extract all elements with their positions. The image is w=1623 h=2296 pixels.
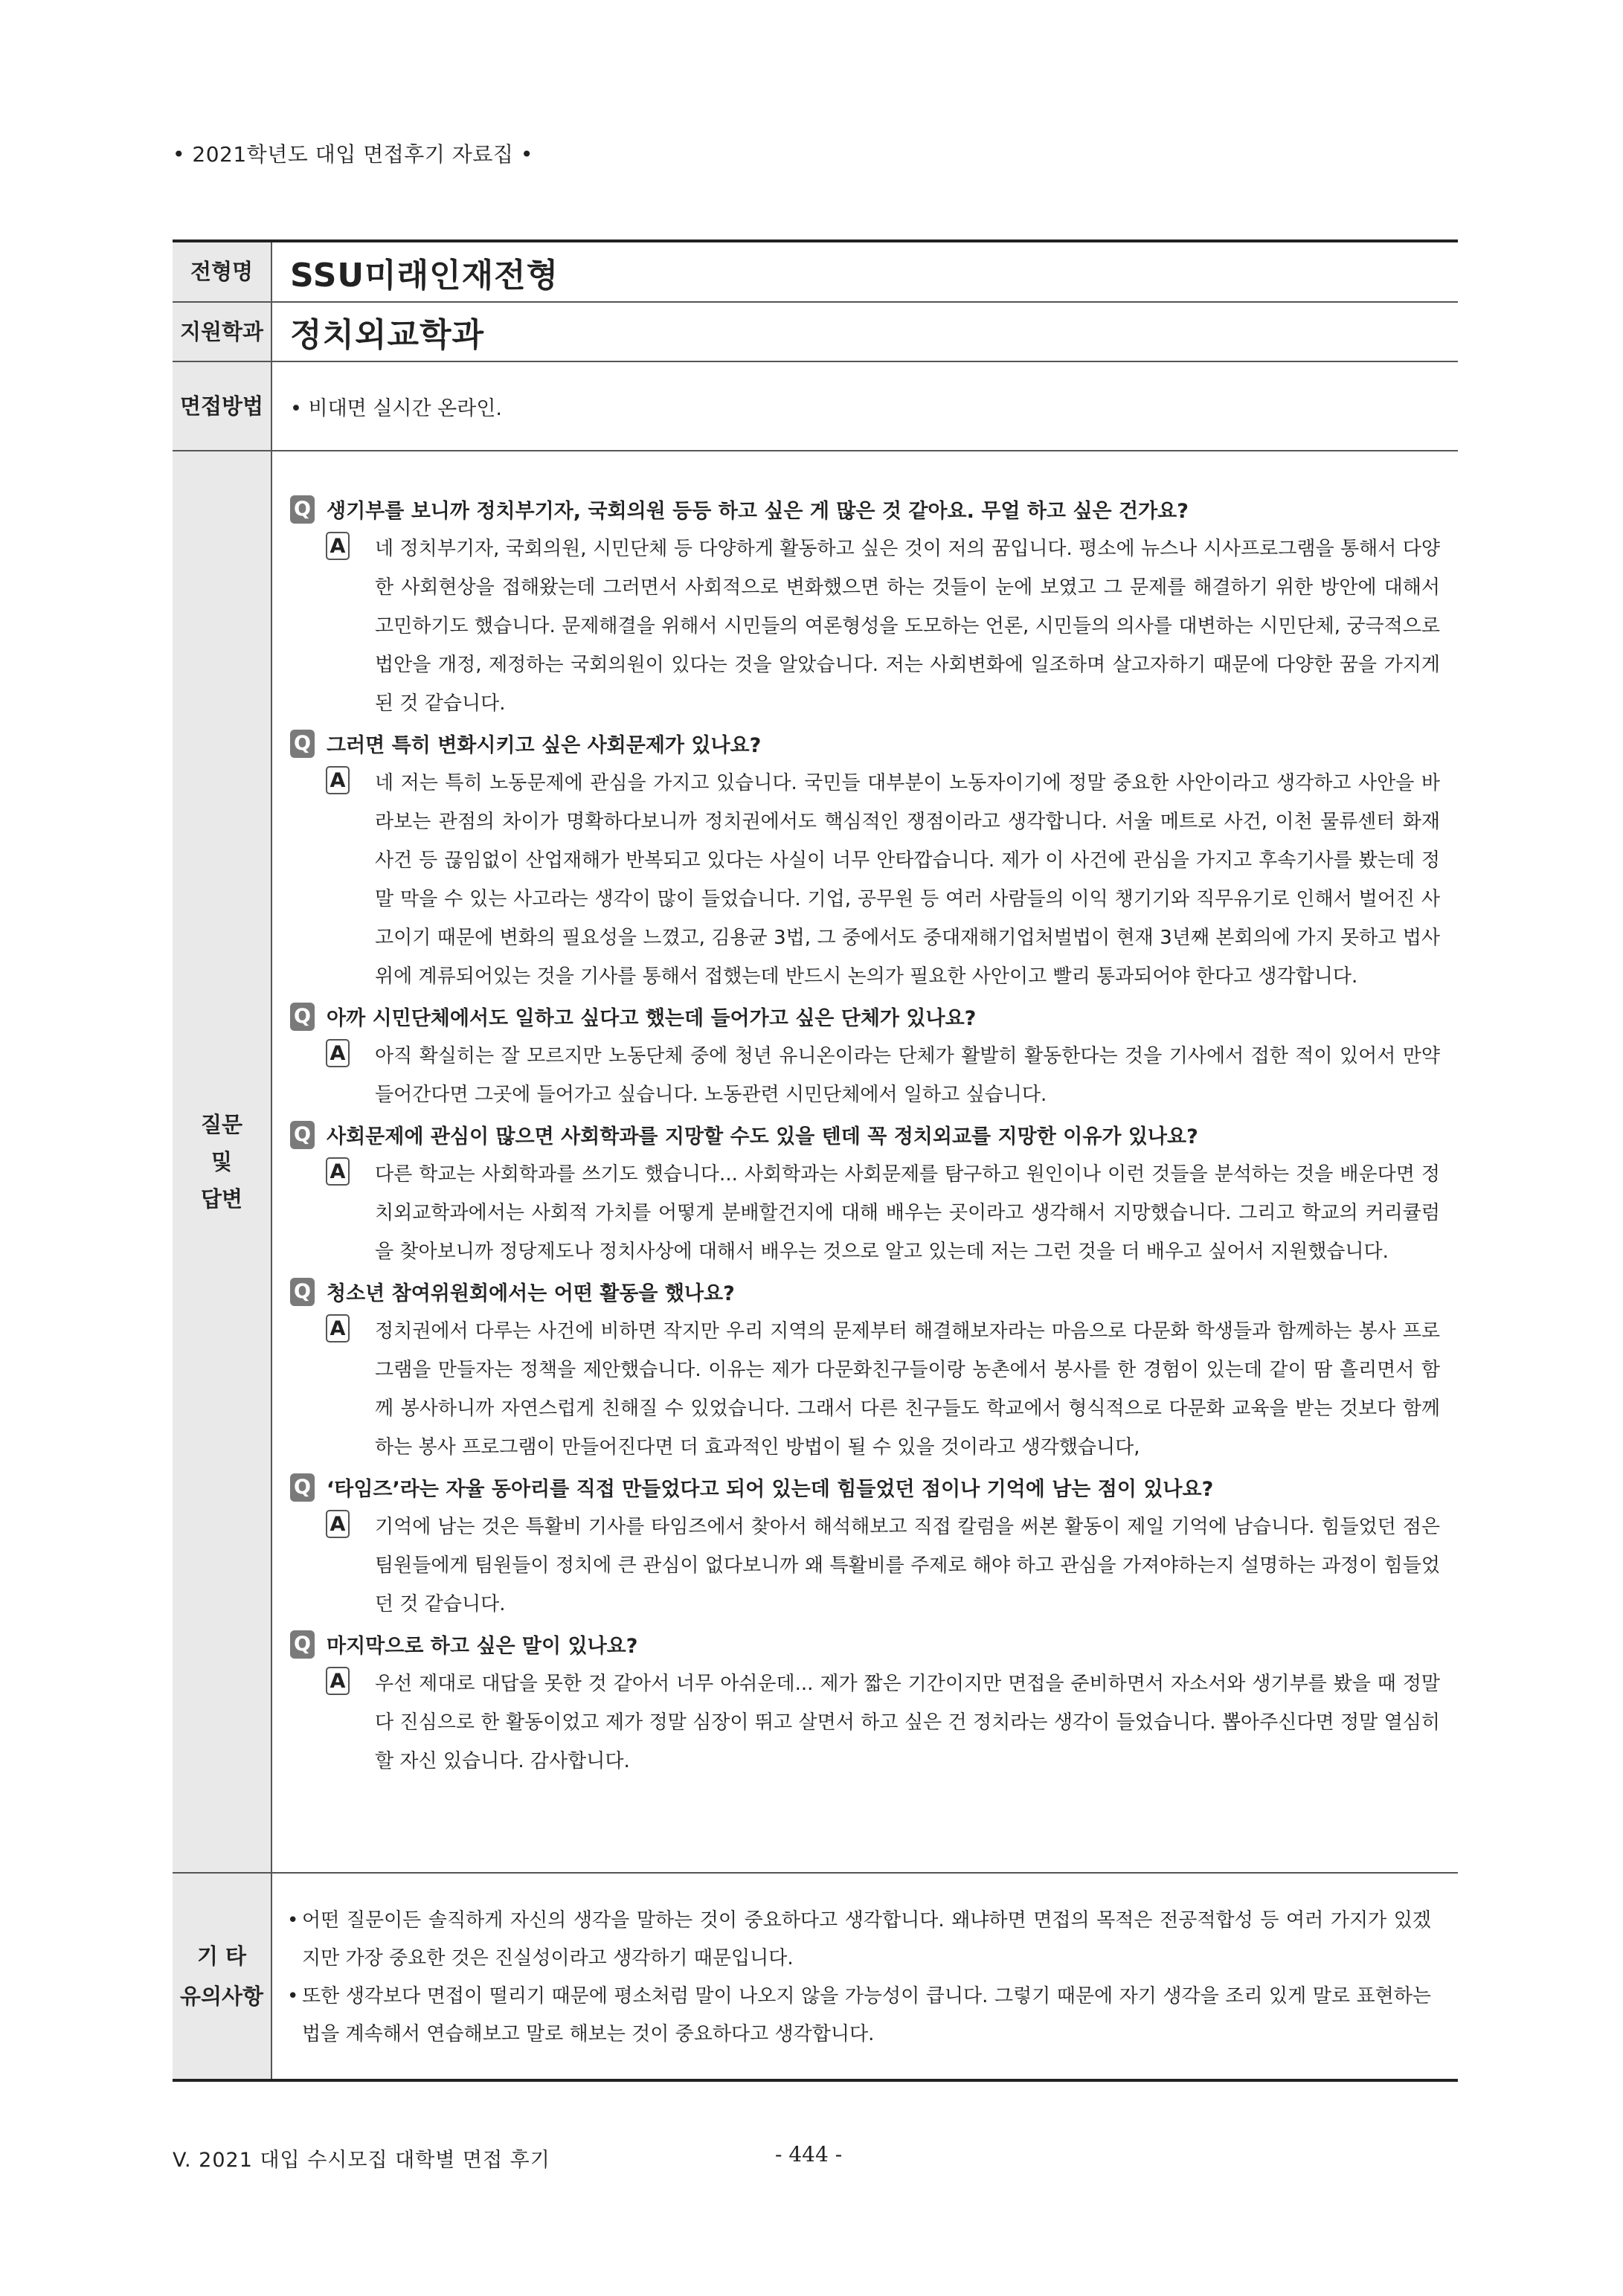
answer-text: 아직 확실히는 잘 모르지만 노동단체 중에 청년 유니온이라는 단체가 활발히 활동한다는 것을 기사에서 접한 적이 있어서 만약 들어간다면 그곳에 들어가고 싶습니다. 노동관련 시민단체에서 일하고 싶습니다.	[375, 1045, 1440, 1106]
question-marker: Q	[290, 1630, 315, 1659]
answer-item	[326, 1155, 1458, 1271]
question-text: 생기부를 보니까 정치부기자, 국회의원 등등 하고 싶은 게 많은 것 같아요. 무얼 하고 싶은 건가요?	[327, 500, 1189, 523]
question-marker: Q	[290, 1003, 315, 1031]
etc-label: 기 타 유의사항	[173, 1874, 272, 2079]
bullet-marker: •	[287, 1985, 299, 2007]
note-item	[287, 1902, 1431, 1978]
track-label: 전형명	[173, 242, 272, 301]
etc-row	[173, 1874, 1458, 2082]
question-text: 청소년 참여위원회에서는 어떤 활동을 했나요?	[327, 1282, 735, 1305]
question-item	[290, 1630, 1458, 1659]
interview-table	[173, 239, 1458, 2082]
dept-value: 정치외교학과	[290, 316, 485, 354]
answer-marker: A	[326, 1667, 350, 1695]
question-item	[290, 1277, 1458, 1306]
answer-item	[326, 1508, 1458, 1624]
qa-list	[272, 451, 1458, 1872]
etc-list	[272, 1874, 1458, 2079]
method-value: • 비대면 실시간 온라인.	[290, 396, 502, 420]
answer-item	[326, 1037, 1458, 1114]
answer-item	[326, 1665, 1458, 1781]
question-marker: Q	[290, 730, 315, 758]
question-item	[290, 1002, 1458, 1031]
answer-marker: A	[326, 532, 350, 560]
dept-label: 지원학과	[173, 303, 272, 361]
question-text: 마지막으로 하고 싶은 말이 있나요?	[327, 1635, 638, 1658]
answer-item	[326, 530, 1458, 723]
question-item	[290, 1120, 1458, 1149]
question-text: ‘타임즈’라는 자율 동아리를 직접 만들었다고 되어 있는데 힘들었던 점이나 기억에 남는 점이 있나요?	[327, 1478, 1214, 1501]
answer-marker: A	[326, 1314, 350, 1342]
question-marker: Q	[290, 1473, 315, 1502]
answer-text: 다른 학교는 사회학과를 쓰기도 했습니다... 사회학과는 사회문제를 탐구하고 원인이나 이런 것들을 분석하는 것을 배운다면 정치외교학과에서는 사회적 가치를 어떻게 분배할건지에 대해 배우는 곳이라고 생각해서 지망했습니다. 그리고 학교의 커리큘럼을 찾아보니까 정당제도나 정치사상에 대해서 배우는 것으로 알고 있는데 저는 그런 것을 더 배우고 싶어서 지원했습니다.	[375, 1163, 1440, 1263]
footer-section-title: V. 2021 대입 수시모집 대학별 면접 후기	[173, 2149, 550, 2172]
answer-item	[326, 1312, 1458, 1467]
answer-marker: A	[326, 1039, 350, 1067]
bullet-marker: •	[287, 1909, 299, 1932]
dept-row	[173, 303, 1458, 362]
question-item	[290, 1473, 1458, 1502]
note-text: 또한 생각보다 면접이 떨리기 때문에 평소처럼 말이 나오지 않을 가능성이 큽니다. 그렇기 때문에 자기 생각을 조리 있게 말로 표현하는 법을 계속해서 연습해보고 말로 해보는 것이 중요하다고 생각합니다.	[302, 1985, 1431, 2045]
answer-marker: A	[326, 766, 350, 794]
qa-row	[173, 451, 1458, 1874]
answer-text: 우선 제대로 대답을 못한 것 같아서 너무 아쉬운데... 제가 짧은 기간이지만 면접을 준비하면서 자소서와 생기부를 봤을 때 정말 다 진심으로 한 활동이었고 제가 정말 심장이 뛰고 살면서 하고 싶은 건 정치라는 생각이 들었습니다. 뽑아주신다면 정말 열심히 할 자신 있습니다. 감사합니다.	[375, 1673, 1440, 1772]
question-text: 사회문제에 관심이 많으면 사회학과를 지망할 수도 있을 텐데 꼭 정치외교를 지망한 이유가 있나요?	[327, 1125, 1198, 1148]
question-marker: Q	[290, 1278, 315, 1306]
method-label: 면접방법	[173, 362, 272, 450]
answer-item	[326, 764, 1458, 996]
question-marker: Q	[290, 1121, 315, 1149]
note-item	[287, 1978, 1431, 2054]
note-text: 어떤 질문이든 솔직하게 자신의 생각을 말하는 것이 중요하다고 생각합니다. 왜냐하면 면접의 목적은 전공적합성 등 여러 가지가 있겠지만 가장 중요한 것은 진실성이라고 생각하기 때문입니다.	[302, 1909, 1431, 1969]
qa-label: 질문 및 답변	[173, 451, 272, 1872]
answer-text: 네 저는 특히 노동문제에 관심을 가지고 있습니다. 국민들 대부분이 노동자이기에 정말 중요한 사안이라고 생각하고 사안을 바라보는 관점의 차이가 명확하다보니까 정치권에서도 핵심적인 쟁점이라고 생각합니다. 서울 메트로 사건, 이천 물류센터 화재 사건 등 끊임없이 산업재해가 반복되고 있다는 사실이 너무 안타깝습니다. 제가 이 사건에 관심을 가지고 후속기사를 봤는데 정말 막을 수 있는 사고라는 생각이 많이 들었습니다. 기업, 공무원 등 여러 사람들의 이익 챙기기와 직무유기로 인해서 벌어진 사고이기 때문에 변화의 필요성을 느꼈고, 김용균 3법, 그 중에서도 중대재해기업처벌법이 현재 3년째 본회의에 가지 못하고 법사위에 계류되어있는 것을 기사를 통해서 접했는데 반드시 논의가 필요한 사안이고 빨리 통과되어야 한다고 생각합니다.	[375, 772, 1440, 988]
question-item	[290, 495, 1458, 524]
question-text: 그러면 특히 변화시키고 싶은 사회문제가 있나요?	[327, 734, 762, 757]
answer-text: 기억에 남는 것은 특활비 기사를 타임즈에서 찾아서 해석해보고 직접 칼럼을 써본 활동이 제일 기억에 남습니다. 힘들었던 점은 팀원들에게 팀원들이 정치에 큰 관심이 없다보니까 왜 특활비를 주제로 해야 하고 관심을 가져야하는지 설명하는 과정이 힘들었던 것 같습니다.	[375, 1516, 1440, 1615]
question-marker: Q	[290, 495, 315, 524]
answer-text: 네 정치부기자, 국회의원, 시민단체 등 다양하게 활동하고 싶은 것이 저의 꿈입니다. 평소에 뉴스나 시사프로그램을 통해서 다양한 사회현상을 접해왔는데 그러면서 사회적으로 변화했으면 하는 것들이 눈에 보였고 그 문제를 해결하기 위한 방안에 대해서 고민하기도 했습니다. 문제해결을 위해서 시민들의 여론형성을 도모하는 언론, 시민들의 의사를 대변하는 시민단체, 궁극적으로 법안을 개정, 제정하는 국회의원이 있다는 것을 알았습니다. 저는 사회변화에 일조하며 살고자하기 때문에 다양한 꿈을 가지게 된 것 같습니다.	[375, 538, 1440, 715]
question-item	[290, 729, 1458, 758]
question-text: 아까 시민단체에서도 일하고 싶다고 했는데 들어가고 싶은 단체가 있나요?	[327, 1007, 977, 1030]
method-row	[173, 362, 1458, 451]
track-value: SSU미래인재전형	[290, 256, 559, 295]
page-number: - 444 -	[775, 2142, 843, 2167]
answer-text: 정치권에서 다루는 사건에 비하면 작지만 우리 지역의 문제부터 해결해보자라는 마음으로 다문화 학생들과 함께하는 봉사 프로그램을 만들자는 정책을 제안했습니다. 이유는 제가 다문화친구들이랑 농촌에서 봉사를 한 경험이 있는데 같이 땀 흘리면서 함께 봉사하니까 자연스럽게 친해질 수 있었습니다. 그래서 다른 친구들도 학교에서 형식적으로 다문화 교육을 받는 것보다 함께하는 봉사 프로그램이 만들어진다면 더 효과적인 방법이 될 수 있을 것이라고 생각했습니다,	[375, 1320, 1440, 1459]
answer-marker: A	[326, 1510, 350, 1538]
track-row	[173, 239, 1458, 303]
document-header: • 2021학년도 대입 면접후기 자료집 •	[173, 142, 533, 167]
answer-marker: A	[326, 1157, 350, 1186]
